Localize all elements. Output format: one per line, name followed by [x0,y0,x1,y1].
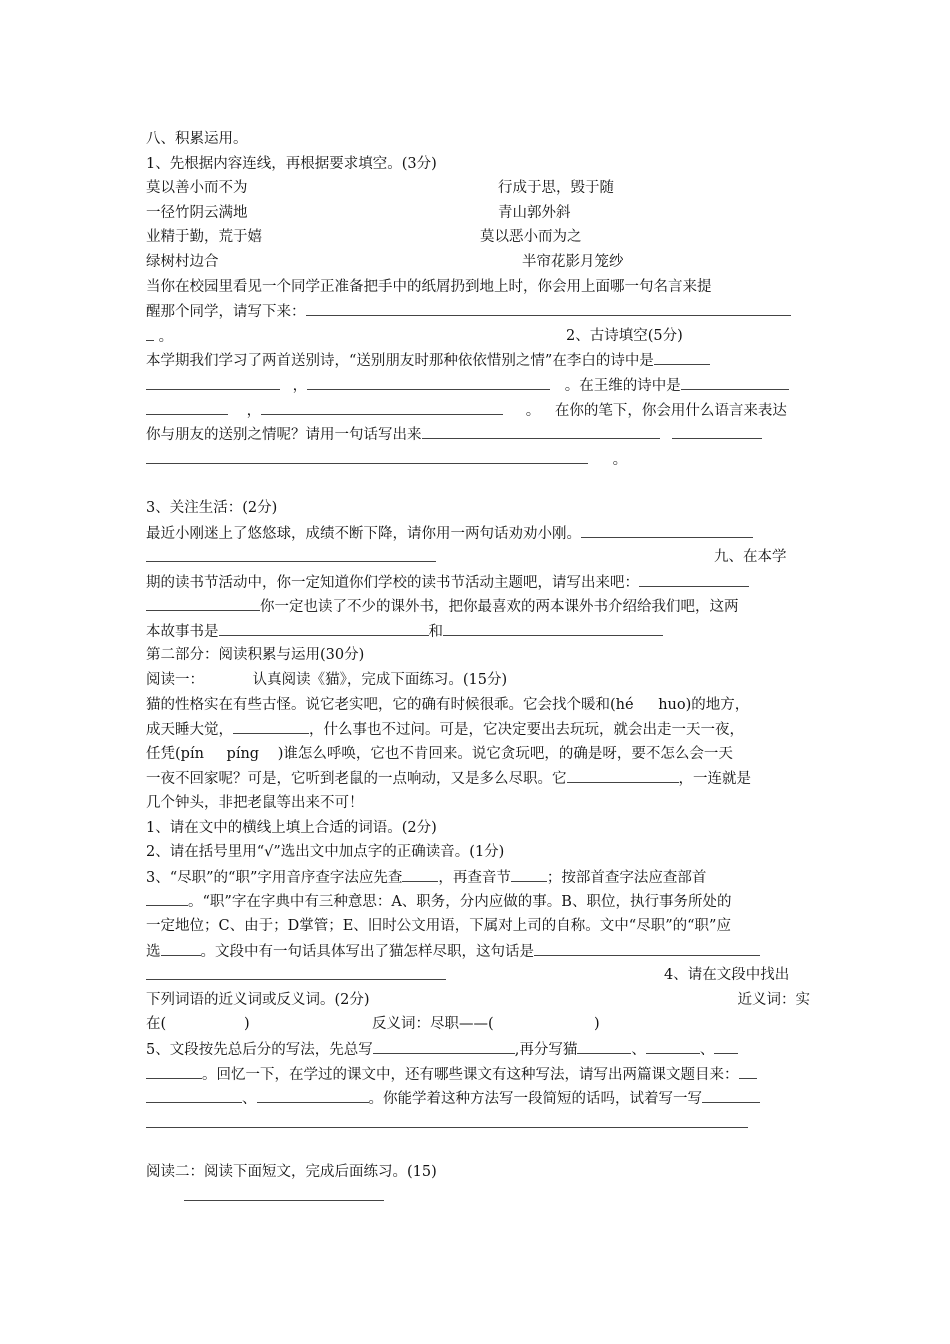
passage-text: 成天睡大觉， [146,722,233,739]
answer-blank[interactable] [146,1111,748,1128]
passage-text: )谁怎么呼唤，它也不肯回来。说它贪玩吧，的确是呀，要不怎么会一天 [277,745,733,762]
question-label: 和 [428,623,443,640]
passage-text: 猫的性格实在有些古怪。说它老实吧，它的确有时候很乖。它会找个暖和(hé [146,696,634,713]
passage-line [146,717,810,742]
question-label: 反义词：尽职——( [372,1016,494,1033]
passage-line [146,766,810,791]
question-text [146,889,810,914]
punct: ， [292,377,308,394]
answer-blank[interactable] [146,963,446,980]
section-heading: 九、在本学 [714,549,787,566]
question-label: 。 [154,328,174,345]
question-label: 。你能学着这种方法写一段简短的话吗，试着写一写 [368,1091,702,1108]
match-left: 莫以善小而不为 [146,180,248,197]
answer-blank[interactable] [146,1086,242,1103]
answer-blank[interactable] [146,324,154,341]
question-label: 。文段中有一句话具体写出了猫怎样尽职，这句话是 [200,943,534,960]
match-left: 绿树村边合 [146,253,219,270]
question-label: 醒那个同学，请写下来： [146,304,306,321]
question-text [146,1111,810,1136]
answer-blank[interactable] [702,1086,760,1103]
question-label: 期的读书节活动中，你一定知道你们学校的读书节活动主题吧，请写出来吧： [146,574,639,591]
question-label: 。回忆一下，在学过的课文中，还有哪些课文有这种写法，请写出两篇课文题目来： [202,1066,739,1083]
passage-line [146,742,810,767]
reading-label: 阅读一： [146,672,204,689]
answer-blank[interactable] [373,1037,515,1054]
question-text [146,373,810,398]
question-text [146,619,810,644]
punct: ) [594,1016,600,1033]
match-right: 莫以恶小而为之 [480,229,582,246]
match-row [146,176,810,201]
passage-line: 几个钟头，非把老鼠等出来不可！ [146,795,364,812]
question-text [146,939,810,964]
question-text [146,447,810,472]
question-label: 在( [146,1016,167,1033]
answer-blank[interactable] [581,521,753,538]
question-text [146,594,810,619]
answer-blank[interactable] [261,398,503,415]
match-row [146,201,810,226]
question-label: 5、文段按先总后分的写法，先总写 [146,1041,373,1058]
answer-blank[interactable] [146,889,188,906]
question-label: 。在王维的诗中是 [564,377,681,394]
question-text [146,988,810,1013]
worksheet-page [146,127,810,1185]
answer-blank[interactable] [511,865,547,882]
match-row [146,250,810,275]
question-text [146,545,810,570]
question-label: 本故事书是 [146,623,219,640]
question-text [146,1062,810,1087]
reading-title [146,668,810,693]
question-title: 2、古诗填空(5分) [566,327,683,344]
answer-blank[interactable] [306,299,791,316]
section-heading: 八、积累运用。 [146,131,248,147]
part-heading: 第二部分：阅读积累与运用(30分) [146,647,365,664]
match-left: 业精于勤，荒于嬉 [146,229,262,246]
answer-blank[interactable] [567,766,679,783]
reading-title: 阅读二：阅读下面短文，完成后面练习。(15) [146,1163,437,1180]
question-text [146,324,810,349]
match-right: 行成于思，毁于随 [498,180,614,197]
passage-text: 任凭(pín [146,745,204,762]
punct: ) [244,1016,250,1033]
punct: 、 [699,1041,715,1058]
answer-blank[interactable] [233,717,309,734]
answer-blank[interactable] [714,1037,738,1054]
question-label: 你与朋友的送别之情呢？请用一句话写出来 [146,427,422,444]
answer-blank[interactable] [146,398,228,415]
passage-text: huo)的地方， [658,696,750,713]
answer-blank[interactable] [146,1062,202,1079]
answer-blank[interactable] [422,422,660,439]
question-text: 当你在校园里看见一个同学正准备把手中的纸屑扔到地上时，你会用上面哪一句名言来提 [146,278,712,295]
question-label: 在你的笔下，你会用什么语言来表达 [554,402,787,419]
answer-blank[interactable] [654,348,710,365]
question-text: 2、请在括号里用“√”选出文中加点字的正确读音。(1分) [146,844,505,861]
question-label: 最近小刚迷上了悠悠球，成绩不断下降，请你用一两句话劝劝小刚。 [146,525,581,542]
answer-blank[interactable] [577,1037,631,1054]
question-text [146,1037,810,1062]
question-label: ，再查音节 [438,869,511,886]
passage-text: 一夜不回家呢？可是，它听到老鼠的一点响动，又是多么尽职。它 [146,771,567,788]
answer-blank[interactable] [219,619,429,636]
question-label: 近义词：实 [737,991,810,1008]
question-label: 本学期我们学习了两首送别诗，“送别朋友时那种依依惜别之情”在李白的诗中是 [146,353,654,370]
answer-blank[interactable] [646,1037,700,1054]
answer-blank[interactable] [146,545,436,562]
question-text [146,348,810,373]
punct: 、 [242,1091,257,1108]
question-label: ；按部首查字法应查部首 [546,869,707,886]
question-label: 下列词语的近义词或反义词。(2分) [146,991,370,1008]
answer-blank[interactable] [639,570,749,587]
answer-blank[interactable] [443,619,663,636]
question-label: 。“职”字在字典中有三种意思：A、职务，分内应做的事。B、职位，执行事务所处的 [188,894,732,911]
answer-blank[interactable] [402,865,438,882]
question-text [146,1012,810,1037]
question-label: 选 [146,943,161,960]
match-right: 半帘花影月笼纱 [522,253,624,270]
answer-blank[interactable] [534,939,760,956]
answer-blank[interactable] [146,594,260,611]
question-text [146,398,810,423]
question-label: 4、请在文段中找出 [664,967,790,984]
match-left: 一径竹阴云满地 [146,204,248,221]
answer-blank[interactable] [307,373,550,390]
question-text [146,521,810,546]
reading-instruction: 认真阅读《猫》，完成下面练习。(15分) [252,672,508,689]
question-text [146,422,810,447]
punct: 、 [631,1041,646,1058]
answer-blank[interactable] [257,1086,369,1103]
match-row [146,225,810,250]
answer-blank[interactable] [672,422,762,439]
passage-line [146,693,810,718]
answer-blank[interactable] [146,373,280,390]
footer-rule [184,1200,384,1201]
passage-text: ，什么事也不过问。可是，它决定要出去玩玩，就会出走一天一夜， [309,722,744,739]
punct: ， [246,402,262,419]
question-text [146,570,810,595]
answer-blank[interactable] [739,1062,757,1079]
question-text: 一定地位；C、由于；D掌管；E、旧时公文用语，下属对上司的自称。文中“尽职”的“职”应 [146,918,731,934]
question-title: 3、关注生活：(2分) [146,499,278,516]
match-right: 青山郭外斜 [498,204,571,221]
punct: 。 [612,451,628,468]
punct: 。 [525,402,541,419]
question-text [146,865,810,890]
passage-text: ，一连就是 [678,771,751,788]
question-label: ,再分写猫 [514,1041,578,1058]
question-label: 3、“尽职”的“职”字用音序查字法应先查 [146,869,403,886]
answer-blank[interactable] [146,447,588,464]
answer-blank[interactable] [681,373,789,390]
answer-blank[interactable] [161,939,201,956]
question-text [146,1086,810,1111]
question-label: 你一定也读了不少的课外书，把你最喜欢的两本课外书介绍给我们吧，这两 [260,599,739,616]
question-text: 1、请在文中的横线上填上合适的词语。(2分) [146,819,437,836]
question-text [146,963,810,988]
question-text [146,299,810,324]
question-title: 1、先根据内容连线，再根据要求填空。(3分) [146,155,437,172]
passage-text: píng [226,745,260,762]
